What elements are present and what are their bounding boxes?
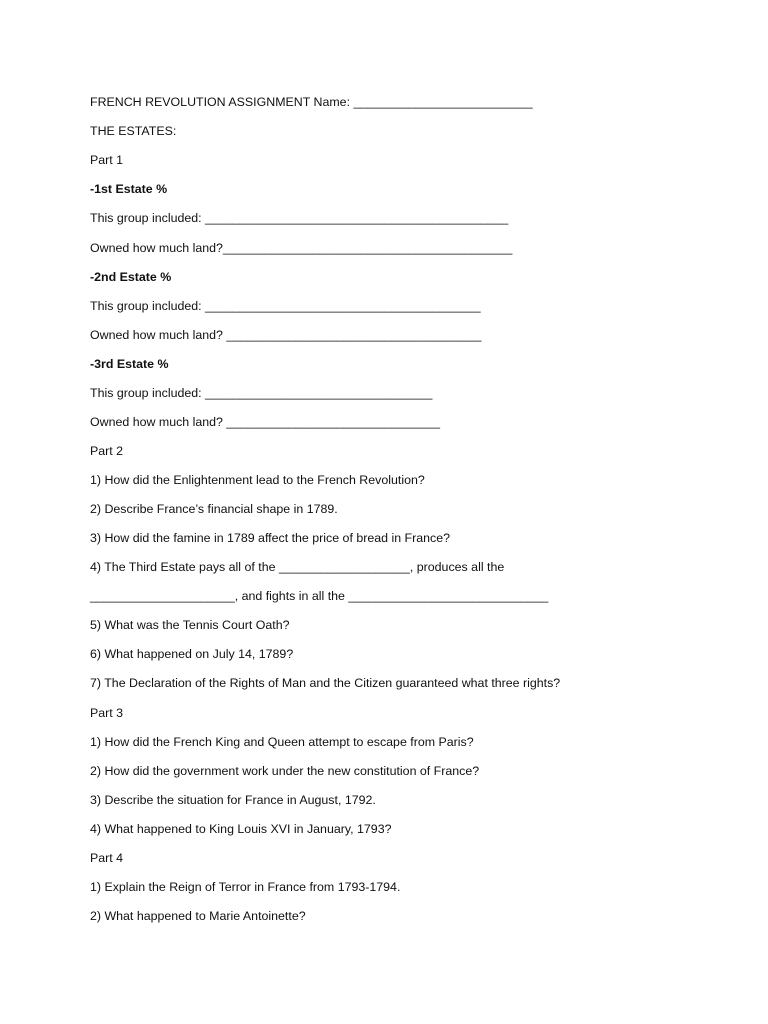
part-3-question-1: 1) How did the French King and Queen attempt to escape from Paris? <box>90 735 474 749</box>
second-estate-land-line: Owned how much land? _____________________________________ <box>90 328 482 342</box>
part-2-question-7: 7) The Declaration of the Rights of Man and the Citizen guaranteed what three rights? <box>90 676 561 690</box>
part-2-heading: Part 2 <box>90 444 124 458</box>
part-2-question-1: 1) How did the Enlightenment lead to the French Revolution? <box>90 473 425 487</box>
third-estate-land-line: Owned how much land? _______________________________ <box>90 415 440 429</box>
third-estate-heading: -3rd Estate % <box>90 357 169 371</box>
part-3-question-2: 2) How did the government work under the new constitution of France? <box>90 764 480 778</box>
part-2-question-4-line-1: 4) The Third Estate pays all of the ___________________, produces all the <box>90 560 505 574</box>
first-estate-group-line: This group included: ____________________________________________ <box>90 211 509 225</box>
part-3-question-3: 3) Describe the situation for France in August, 1792. <box>90 793 376 807</box>
estates-heading: THE ESTATES: <box>90 124 177 138</box>
part-4-question-2: 2) What happened to Marie Antoinette? <box>90 909 306 923</box>
first-estate-land-line: Owned how much land?__________________________________________ <box>90 241 513 255</box>
document-title: FRENCH REVOLUTION ASSIGNMENT Name: __________________________ <box>90 95 533 109</box>
second-estate-group-line: This group included: ________________________________________ <box>90 299 481 313</box>
third-estate-group-line: This group included: _________________________________ <box>90 386 433 400</box>
part-2-question-3: 3) How did the famine in 1789 affect the price of bread in France? <box>90 531 450 545</box>
first-estate-heading: -1st Estate % <box>90 182 168 196</box>
part-2-question-6: 6) What happened on July 14, 1789? <box>90 647 294 661</box>
part-4-question-1: 1) Explain the Reign of Terror in France from 1793-1794. <box>90 880 401 894</box>
second-estate-heading: -2nd Estate % <box>90 270 172 284</box>
part-2-question-4-line-2: _____________________, and fights in all the _____________________________ <box>90 589 549 603</box>
part-3-question-4: 4) What happened to King Louis XVI in January, 1793? <box>90 822 392 836</box>
part-2-question-5: 5) What was the Tennis Court Oath? <box>90 618 290 632</box>
part-3-heading: Part 3 <box>90 706 124 720</box>
part-2-question-2: 2) Describe France’s financial shape in 1789. <box>90 502 338 516</box>
part-1-heading: Part 1 <box>90 153 124 167</box>
part-4-heading: Part 4 <box>90 851 124 865</box>
